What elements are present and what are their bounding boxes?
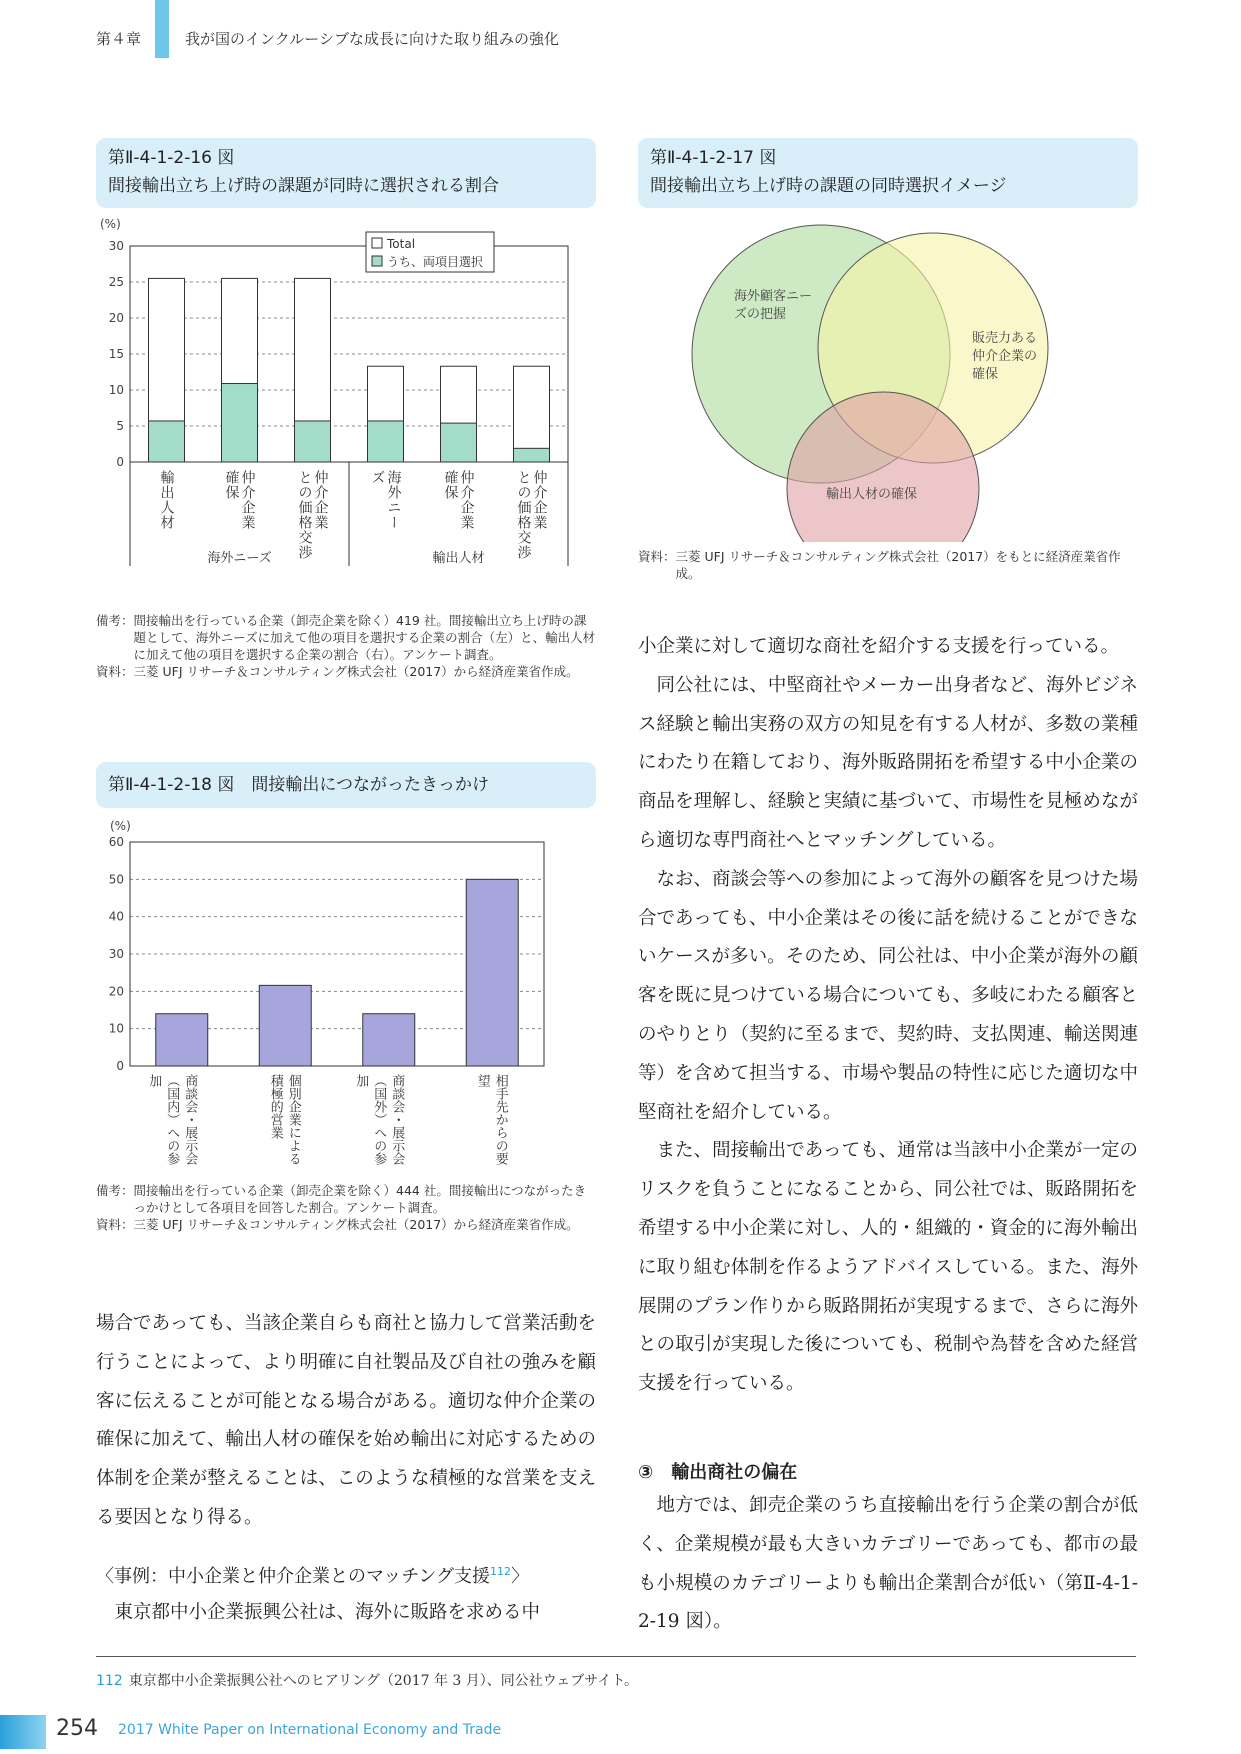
fig18-category-label: 商談会・展示会 xyxy=(182,1074,198,1165)
fig18-source-text: 三菱 UFJ リサーチ＆コンサルティング株式会社（2017）から経済産業省作成。 xyxy=(133,1217,579,1232)
fig16-bar-both xyxy=(295,421,331,462)
fig16-category-label: 仲介企業 xyxy=(239,470,256,530)
case-body xyxy=(96,1594,596,1633)
fig18-note-text: 間接輸出を行っている企業（卸売企業を除く）444 社。間接輸出につながったきっかけとして各項目を回答した割合。アンケート調査。 xyxy=(133,1183,587,1215)
venn-label-intermediary-2: 仲介企業の xyxy=(972,349,1038,364)
fig18-category-label: （国内）への参 xyxy=(164,1074,180,1165)
left-paragraph-1: 場合であっても、当該企業自らも商社と協力して営業活動を行うことによって、より明確に自社製品及び自社の強みを顧客に伝えることが可能となる場合がある。適切な仲介企業の確保に加えて、輸出人材の確保を始め輸出に対応するための体制を企業が整えることは、このような積極的な営業を支える要因となり得る。 xyxy=(96,1313,596,1528)
case-heading-close: 〉 xyxy=(511,1566,530,1587)
fig18-category-label: 相手先からの要 xyxy=(492,1074,508,1165)
fig17-notes xyxy=(638,548,1138,582)
fig16-title-box xyxy=(96,138,596,208)
right-paragraph-3: なお、商談会等への参加によって海外の顧客を見つけた場合であっても、中小企業はその後に話を続けることができないケースが多い。そのため、同公社は、中小企業が海外の顧客を既に見つけている場合についても、多岐にわたる顧客とのやりとり（契約に至るまで、契約時、支払関連、輸送関連等）を含めて担当する、市場や製品の特性に応じた適切な中堅商社を紹介している。 xyxy=(638,868,1138,1123)
fig16-category-label: との価格交渉 xyxy=(515,470,532,560)
fig16-category-label: ズ xyxy=(369,470,386,485)
fig18-bar xyxy=(259,985,311,1066)
fig18-ytick-label: 30 xyxy=(108,947,124,961)
right-body-text xyxy=(638,628,1138,1404)
section3-heading: ③ 輸出商社の偏在 xyxy=(638,1462,798,1483)
fig17-label: 第Ⅱ-4-1-2-17 図 xyxy=(650,148,777,168)
page-number: 254 xyxy=(56,1716,98,1741)
chapter-label: 第４章 xyxy=(96,30,142,48)
fig16-label: 第Ⅱ-4-1-2-16 図 xyxy=(108,148,235,168)
fig16-unit-label: (%) xyxy=(100,217,121,231)
fig16-ytick-label: 5 xyxy=(116,419,124,433)
fig18-ytick-label: 0 xyxy=(116,1059,124,1073)
fig16-group-label: 海外ニーズ xyxy=(207,551,272,566)
fig16-ytick-label: 30 xyxy=(108,239,124,253)
fig16-category-label: 確保 xyxy=(223,470,240,500)
fig18-title-box xyxy=(96,762,596,808)
venn-label-intermediary-3: 確保 xyxy=(972,367,999,382)
fig16-ytick-label: 0 xyxy=(116,455,124,469)
fig17-source-label: 資料： xyxy=(638,549,676,564)
fig16-category-label: 仲介企業 xyxy=(458,470,475,530)
fig18-unit-label: (%) xyxy=(110,819,131,833)
fig18-ytick-label: 60 xyxy=(108,835,124,849)
fig16-bar-both xyxy=(149,421,185,462)
left-body-text xyxy=(96,1305,596,1538)
fig16-notes xyxy=(96,612,596,680)
fig16-bar-both xyxy=(441,423,477,462)
fig18-category-label: 商談会・展示会 xyxy=(389,1074,405,1165)
fig16-bar-total xyxy=(514,366,550,462)
fig18-category-label: 加 xyxy=(353,1074,369,1087)
fig18-title: 第Ⅱ-4-1-2-18 図 間接輸出につながったきっかけ xyxy=(108,775,490,795)
fig16-legend-swatch xyxy=(372,238,382,248)
header-accent-bar xyxy=(155,0,169,58)
fig16-category-label: との価格交渉 xyxy=(296,470,313,560)
right-paragraph-1: 小企業に対して適切な商社を紹介する支援を行っている。 xyxy=(638,636,1120,657)
page-accent-bar xyxy=(0,1715,46,1749)
case-paragraph: 東京都中小企業振興公社は、海外に販路を求める中 xyxy=(114,1602,541,1623)
fig18-chart xyxy=(96,812,596,1182)
publication-title: 2017 White Paper on International Economy and Trade xyxy=(118,1722,502,1738)
fig16-title: 間接輸出立ち上げ時の課題が同時に選択される割合 xyxy=(108,176,499,196)
fig18-category-label: （国外）への参 xyxy=(371,1074,387,1165)
fig16-bar-both xyxy=(222,384,258,462)
venn-label-export-staff: 輸出人材の確保 xyxy=(826,487,918,502)
right-paragraph-2: 同公社には、中堅商社やメーカー出身者など、海外ビジネス経験と輸出実務の双方の知見を有する人材が、多数の業種にわたり在籍しており、海外販路開拓を希望する中小企業の商品を理解し、経験と実績に基づいて、市場性を見極めながら適切な専門商社へとマッチングしている。 xyxy=(638,674,1138,851)
fig17-source-text: 三菱 UFJ リサーチ＆コンサルティング株式会社（2017）をもとに経済産業省作成。 xyxy=(675,549,1121,581)
fig18-note-label: 備考： xyxy=(96,1183,134,1198)
fig18-bar xyxy=(363,1014,415,1066)
fig18-ytick-label: 50 xyxy=(108,872,124,887)
fig16-chart xyxy=(96,212,596,612)
fig16-source-label: 資料： xyxy=(96,664,134,679)
fig16-category-label: 確保 xyxy=(442,470,459,500)
fig16-source-text: 三菱 UFJ リサーチ＆コンサルティング株式会社（2017）から経済産業省作成。 xyxy=(133,664,579,679)
fig18-ytick-label: 10 xyxy=(108,1021,124,1036)
fig18-category-label: 個別企業による xyxy=(285,1074,301,1165)
footnote xyxy=(96,1670,638,1690)
fig17-title: 間接輸出立ち上げ時の課題の同時選択イメージ xyxy=(650,176,1007,196)
section3-paragraph: 地方では、卸売企業のうち直接輸出を行う企業の割合が低く、企業規模が最も大きいカテゴリーであっても、都市の最も小規模のカテゴリーよりも輸出企業割合が低い（第Ⅱ-4-1-2-19 図）。 xyxy=(638,1495,1138,1633)
fig16-group-label: 輸出人材 xyxy=(432,551,485,566)
fig16-legend-label: うち、両項目選択 xyxy=(387,255,484,269)
fig16-bar-both xyxy=(368,421,404,462)
footnote-number: 112 xyxy=(96,1673,123,1689)
fig16-ytick-label: 15 xyxy=(108,347,124,361)
venn-label-overseas-needs-2: ズの把握 xyxy=(734,307,787,322)
fig18-source-label: 資料： xyxy=(96,1217,134,1232)
case-footnote-ref[interactable]: 112 xyxy=(490,1565,512,1578)
chapter-title: 我が国のインクルーシブな成長に向けた取り組みの強化 xyxy=(185,30,559,48)
fig16-bar-both xyxy=(514,448,550,462)
fig18-category-label: 加 xyxy=(146,1074,162,1087)
fig18-notes xyxy=(96,1182,596,1233)
case-heading-title: 〈事例：中小企業と仲介企業とのマッチング支援 xyxy=(96,1566,491,1587)
fig16-ytick-label: 25 xyxy=(108,275,124,289)
case-heading xyxy=(96,1562,606,1588)
fig18-bar xyxy=(466,879,518,1066)
fig16-category-label: 輸出人材 xyxy=(158,470,175,530)
fig16-ytick-label: 10 xyxy=(108,383,124,397)
fig16-category-label: 仲介企業 xyxy=(312,470,329,530)
fig18-ytick-label: 40 xyxy=(108,909,124,924)
right-paragraph-4: また、間接輸出であっても、通常は当該中小企業が一定のリスクを負うことになることから、同公社では、販路開拓を希望する中小企業に対し、人的・組織的・資金的に海外輸出に取り組む体制を作るようアドバイスしている。また、海外展開のプラン作りから販路開拓が実現するまで、さらに海外との取引が実現した後についても、税制や為替を含めた経営支援を行っている。 xyxy=(638,1140,1138,1395)
fig18-category-label: 積極的営業 xyxy=(267,1074,283,1139)
fig16-note-text: 間接輸出を行っている企業（卸売企業を除く）419 社。間接輸出立ち上げ時の課題として、海外ニーズに加えて他の項目を選択する企業の割合（左）と、輸出人材に加えて他の項目を選択する企業の割合（右）。アンケート調査。 xyxy=(133,613,596,662)
fig16-category-label: 仲介企業 xyxy=(531,470,548,530)
fig18-category-label: 望 xyxy=(474,1074,490,1087)
footnote-divider xyxy=(96,1656,1136,1657)
fig18-bar xyxy=(156,1014,208,1066)
fig16-ytick-label: 20 xyxy=(108,311,124,325)
venn-label-intermediary-1: 販売力ある xyxy=(972,331,1038,346)
fig17-title-box xyxy=(638,138,1138,208)
venn-label-overseas-needs-1: 海外顧客ニー xyxy=(734,289,813,304)
footnote-text: 東京都中小企業振興公社へのヒアリング（2017 年 3 月）、同公社ウェブサイト。 xyxy=(128,1673,638,1689)
fig16-category-label: 海外ニー xyxy=(385,470,402,530)
fig17-venn-diagram xyxy=(638,212,1138,542)
fig16-note-label: 備考： xyxy=(96,613,134,628)
fig18-ytick-label: 20 xyxy=(108,984,124,999)
fig16-legend-label: Total xyxy=(387,237,416,251)
fig16-legend-swatch xyxy=(372,256,382,266)
section3-body xyxy=(638,1487,1138,1642)
